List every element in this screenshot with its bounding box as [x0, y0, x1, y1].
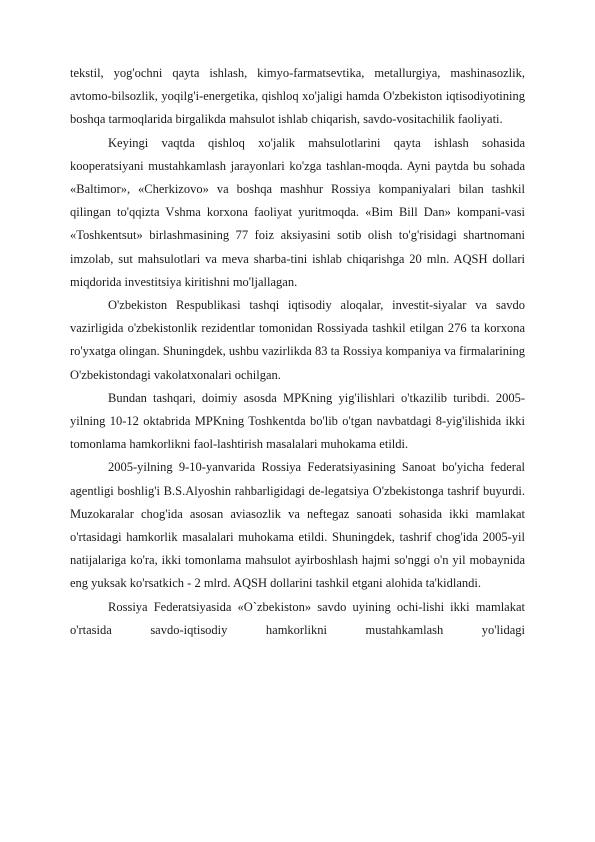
paragraph-5: 2005-yilning 9-10-yanvarida Rossiya Federatsiyasining Sanoat bo'yicha federal agentligi boshlig'i B.S.Alyoshin rahbarligidagi de-legatsiya O'zbekistonga tashrif buyurdi. Muzokaralar chog'ida asosan aviasozlik va neftegaz sanoati sohasida ikki mamlakat o'rtasidagi hamkorlik masalalari muhokama etildi. Shuningdek, tashrif chog'ida 2005-yil natijalariga ko'ra, ikki tomonlama mahsulot ayirboshlash hajmi so'nggi o'n yil mobaynida eng yuksak ko'rsatkich - 2 mlrd. AQSH dollarini tashkil etgani alohida ta'kidlandi. — [70, 460, 525, 591]
paragraph-1: tekstil, yog'ochni qayta ishlash, kimyo-farmatsevtika, metallurgiya, mashinasozlik, avtomo-bilsozlik, yoqilg'i-energetika, qishloq xo'jaligi hamda O'zbekiston iqtisodiyotining boshqa tarmoqlarida birgalikda mahsulot ishlab chiqarish, savdo-vositachilik faoliyati. — [70, 66, 525, 127]
paragraph-4: Bundan tashqari, doimiy asosda MPKning yig'ilishlari o'tkazilib turibdi. 2005-yilning 10-12 oktabrida MPKning Toshkentda bo'lib o'tgan navbatdagi 8-yig'ilishida ikki tomonlama hamkorlikni faol-lashtirish masalalari muhokama etildi. — [70, 390, 525, 452]
paragraph-3: O'zbekiston Respublikasi tashqi iqtisodiy aloqalar, investit-siyalar va savdo vazirligida o'zbekistonlik rezidentlar tomonidan Rossiyada tashkil etilgan 276 ta korxona ro'yxatga olingan. Shuningdek, ushbu vazirlikda 83 ta Rossiya kompaniya va firmalarining O'zbekistondagi vakolatxonalari ochilgan. — [70, 298, 525, 382]
paragraph-6: Rossiya Federatsiyasida «O`zbekiston» savdo uyining ochi-lishi ikki mamlakat o'rtasida savdo-iqtisodiy hamkorlikni mustahkamlash yo'lidagi — [70, 599, 525, 637]
document-page — [70, 62, 525, 642]
paragraph-2: Keyingi vaqtda qishloq xo'jalik mahsulotlarini qayta ishlash sohasida kooperatsiyani mustahkamlash jarayonlari ko'zga tashlan-moqda. Ayni paytda bu sohada «Baltimor», «Cherkizovo» va boshqa mashhur Rossiya kompaniyalari bilan tashkil qilingan to'qqizta Vshma korxona faoliyat yuritmoqda. «Bim Bill Dan» kompani-vasi «Toshkentsut» birlashmasining 77 foiz aksiyasini sotib olish to'g'risidagi shartnomani imzolab, sut mahsulotlari va meva sharba-tini ishlab chiqarishga 20 mln. AQSH dollari miqdorida investitsiya kiritishni mo'ljallagan. — [70, 135, 525, 289]
